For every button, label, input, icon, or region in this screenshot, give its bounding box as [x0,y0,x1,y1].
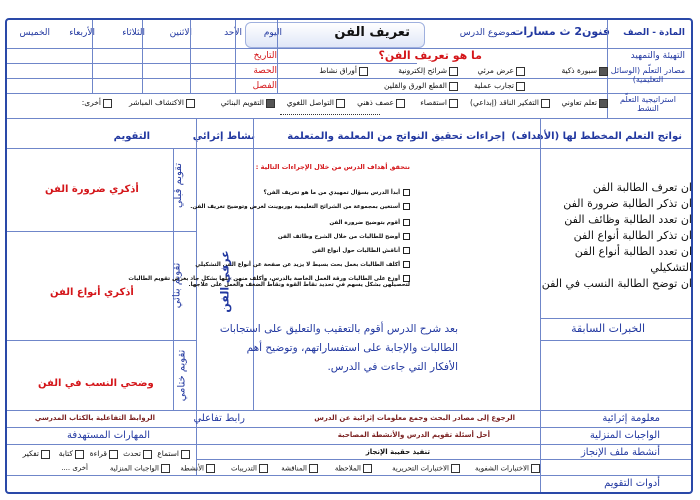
subject-label: المادة - الصف [623,28,685,38]
eval-type-final: تقويم ختامي [176,349,188,402]
class-label: الفصل [252,81,277,91]
skill-label: قراءة [89,449,107,458]
activity-text: عرفي الفن [218,250,232,313]
checkbox-icon [103,99,112,108]
grid-line [142,20,143,93]
grid-line [7,427,691,428]
outcomes-header: نواتج التعلم المخطط لها (الأهداف) [511,131,682,142]
objective-2: ان تذكر الطالبة ضرورة الفن [563,197,692,210]
strategy-label: التقويم البنائي [220,98,264,107]
bullet-icon [403,261,410,268]
strategy-label: أخرى: [81,98,101,107]
procedures-title: نتحقق أهداف الدرس من خلال الإجراءات التالية : [255,163,410,171]
strategy-label: تعلم تعاوني [561,98,597,107]
resource-worksheets [319,66,368,76]
bullet-icon [403,219,410,226]
checkbox-icon [449,99,458,108]
checkbox-icon [396,99,405,108]
grid-line [540,318,691,319]
resource-label: أوراق نشاط [319,66,357,75]
enrichment-value: الرجوع إلى مصادر البحث وجمع معلومات إثرائية عن الدرس [314,414,515,422]
grid-line [7,444,691,445]
strategy-label: التفكير الناقد (إبداعي) [470,98,539,107]
grid-line [540,340,691,341]
strategy-label: الاكتشاف المباشر [128,98,184,107]
links-value: الروابط التفاعلية بالكتاب المدرسي [34,414,155,422]
resource-label: القطع الورق والقلين [384,81,447,90]
eval-question-2: أذكري أنواع الفن [50,287,134,298]
skill-label: تفكير [22,449,39,458]
day-3: الثلاثاء [122,28,145,38]
checkbox-icon [449,82,458,91]
tool-other [61,464,88,472]
grid-line [92,20,93,93]
bullet-icon [403,247,410,254]
resource-label: عرض مرئي [477,66,514,75]
strategy-brainstorm [357,98,405,108]
checkbox-icon [206,464,215,473]
grid-line [235,20,236,93]
checkbox-icon [259,464,268,473]
resource-slides [398,66,458,76]
strategy-label: استقصاء [420,98,447,107]
checkbox-icon [186,99,195,108]
grid-line [7,118,691,119]
grid-line [7,93,691,94]
tool-written-tests [392,464,460,473]
tool-label: التدريبات [230,464,257,473]
procedure-text: أكلف الطالبات بعمل بحث بسيط لا يزيد عن صفحة عن أنواع الفن التشكيلي [195,262,400,268]
day-4: الأربعاء [69,28,95,38]
eval-type-pre: تقويم قبلي [173,162,185,209]
strategy-discovery [129,98,195,108]
subject-value: فنون2 ث مسارات [512,25,610,38]
blank-dots: .... [61,464,73,472]
resource-video [477,66,525,76]
objective-4: ان تذكر الطالبة أنواع الفن [573,229,692,242]
skill-label: تحدث [123,449,141,458]
bullet-icon [403,275,410,282]
strategies-label: استراتيجية التعلّم النشط [620,95,676,114]
grid-line [196,459,691,460]
procedure-item-1 [100,189,410,196]
grid-line [7,48,691,49]
day-2: الاثنين [169,28,192,38]
evaluation-header: التقويم [113,131,150,142]
procedure-item-6 [100,261,410,268]
strategy-label: التواصل اللغوي [286,98,334,107]
checkbox-icon [531,464,540,473]
topic-label: موضوع الدرس [459,28,515,38]
tool-label: الملاحظة [334,464,361,473]
day-5: الخميس [19,28,50,38]
portfolio-label: أنشطة ملف الإنجاز [580,447,660,458]
grid-line [7,340,196,341]
eval-question-1: أذكري ضرورة الفن [45,184,139,195]
checkbox-icon [266,99,275,108]
procedures-header: إجراءات تحقيق النواتج من المعلمة والمتعلمة [287,131,505,142]
tools-label: أدوات التقويم [604,478,660,489]
prior-knowledge-label: الخبرات السابقة [571,322,645,335]
checkbox-icon [143,450,152,459]
skill-writing [59,449,84,459]
activity-header: نشاط إثرائي [192,131,255,142]
skill-label: استماع [157,449,179,458]
enrichment-label: معلومة إثرائية [602,413,660,424]
other-blank-line [280,110,380,115]
tool-discussion [281,464,318,473]
intro-question: ما هو تعريف الفن؟ [378,49,482,62]
checkbox-icon [41,450,50,459]
strategy-formative [221,98,275,108]
grid-line [7,148,691,149]
grid-line [7,78,691,79]
grid-line [277,20,278,93]
checkbox-icon [109,450,118,459]
bullet-icon [403,233,410,240]
procedure-text: أبدأ الدرس بسؤال تمهيدي من ما هو تعريف الفن؟ [263,190,400,196]
skill-speaking [123,449,152,459]
procedure-text: أستعين بمجموعة من الشرائح التعليمية بوربوينت لعرض وتوضيح تعريف الفن. [190,204,400,210]
procedure-item-5 [100,247,410,254]
resources-label: مصادر التعلّم (الوسائل التعليمية) [610,66,686,85]
grid-line [540,118,541,410]
grid-line [7,410,691,411]
resource-smart-board [561,66,608,76]
eval-question-3: وضحي النسب في الفن [38,378,154,389]
procedure-text: أقوم بتوضيح ضرورة الفن [329,220,400,226]
grid-line [7,63,417,64]
intro-label: التهيئة والتمهيد [630,51,685,61]
objective-3: ان تعدد الطالبة وظائف الفن [564,213,692,226]
checkbox-icon [363,464,372,473]
tool-label: الاختبارات التحريرية [392,464,449,473]
strategy-critical-thinking [470,98,550,108]
tool-label: الاختبارات الشفوية [475,464,529,473]
checkbox-icon [451,464,460,473]
resource-experiments [474,81,525,91]
skill-listening [157,449,190,459]
procedure-item-4 [100,233,410,240]
strategy-other [82,98,112,108]
tool-homework [110,464,170,473]
checkbox-icon [359,67,368,76]
objective-5: ان تعدد الطالبة أنواع الفن [574,245,692,258]
checkbox-icon [599,99,608,108]
checkbox-icon [516,67,525,76]
tool-observation [335,464,372,473]
strategy-cooperative [561,98,608,108]
strategy-communication [287,98,345,108]
strategy-label: عصف ذهني [357,98,394,107]
portfolio-value: تنفيذ حقيبة الإنجاز [365,448,430,456]
checkbox-icon [541,99,550,108]
objective-1: ان تعرف الطالبة الفن [592,181,692,194]
bullet-icon [403,189,410,196]
tool-label: أخرى [72,464,88,472]
skills-label: المهارات المستهدفة [66,430,150,441]
day-1: الأحد [224,28,242,38]
tool-activities [180,464,215,473]
skill-reading [90,449,118,459]
skill-label: كتابة [58,449,73,458]
checkbox-icon [309,464,318,473]
grid-line [7,475,691,476]
checkbox-icon [599,67,608,76]
resource-label: شرائح إلكترونية [398,66,447,75]
grid-line [540,410,541,492]
explanation-text: بعد شرح الدرس أقوم بالتعقيب والتعليق على استجابات الطالبات والإجابة على استفساراتهم، وتوضيح أهم الأفكار التي جاءت في الدرس. [219,323,458,373]
procedure-item-7 [100,275,410,288]
homework-label: الواجبات المنزلية [589,430,660,441]
procedure-text: أناقش الطالبات حول أنواع الفن [312,248,400,254]
checkbox-icon [336,99,345,108]
homework-value: أحل أسئلة تقويم الدرس والأنشطة المصاحبة [337,431,490,439]
date-label: التاريخ [253,51,277,61]
procedure-item-2 [100,203,410,210]
resource-paper-cutting [384,81,458,91]
eval-type-formative: تقويم بنائي [171,262,183,309]
tool-oral-tests [475,464,540,473]
procedure-text: أوزع على الطالبات ورقة العمل الخاصة بالدرس، وأكلف منهن حلها بشكل جاد بغرض تقويم الطالبات لتحصيلهن بشكل يسهم في تحديد نقاط القوة ونقاط الضعف والعمل على علاجها. [128,276,410,289]
checkbox-icon [75,450,84,459]
tool-exercises [231,464,268,473]
period-label: الحصة [253,66,277,76]
lesson-title: تعريف الفن [334,25,410,40]
grid-line [7,231,196,232]
checkbox-icon [161,464,170,473]
grid-line [190,20,191,93]
procedure-item-3 [100,219,410,226]
checkbox-icon [449,67,458,76]
checkbox-icon [516,82,525,91]
skill-thinking [23,449,50,459]
checkbox-icon [181,450,190,459]
bullet-icon [403,203,410,210]
links-label: رابط تفاعلي [193,413,245,424]
objective-6: التشكيلي [650,261,692,274]
resource-label: سبورة ذكية [561,66,597,75]
resource-label: تجارب عملية [474,81,514,90]
strategy-inquiry [420,98,458,108]
tool-label: الأنشطة [180,464,204,473]
objective-7: ان توضح الطالبة النسب في الفن [541,277,692,290]
day-label: اليوم [263,28,282,38]
procedure-text: أوضح للطالبات من خلال الشرح وظائف الفن [277,234,400,240]
tool-label: المناقشة [281,464,307,473]
tool-label: الواجبات المنزلية [109,464,159,473]
